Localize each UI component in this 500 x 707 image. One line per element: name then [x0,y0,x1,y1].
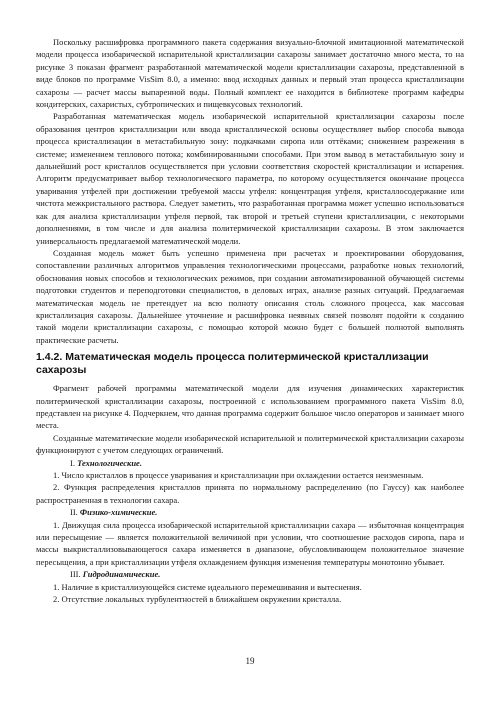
group-title: Гидродинамические. [82,569,161,580]
paragraph-intro-2: Разработанная математическая модель изобарической испарительной кристаллизации сахарозы после образования центров кристаллизации или ввода кристаллической основы осуществляет выбор способа вывода процесса кристаллизации в метастабильную зону: подкачками сиропа или оттёками; снижением разрежения в системе; изменением теплового потока; комбинированными способами. При этом вывод в метастабильную зону и дальнейший рост кристаллов осуществляется при условии соответствия скоростей кристаллизации и испарения. Алгоритм предусматривает выбор технологического параметра, по которому осуществляется окончание процесса уваривания утфелей при достижении требуемой массы утфеля: концентрация утфеля, кристаллосодержание или чистота межкристального раствора. Следует заметить, что разработанная программа может успешно использоваться как для анализа кристаллизации утфеля первой, так второй и третьей ступени кристаллизации, с некоторыми дополнениями, в том числе и для анализа политермической кристаллизации сахарозы. В этом заключается универсальность предлагаемой математической модели. [36,111,464,246]
list-item: 2. Функция распределения кристаллов принята по нормальному распределению (по Гауссу) как наиболее распространенная в технологии сахара. [36,482,464,505]
paragraph-section-2: Созданные математические модели изобарической испарительной и политермической кристаллизации сахарозы функционируют с учетом следующих ограничений. [36,432,464,456]
page-number: 19 [245,656,255,666]
list-item: 1. Число кристаллов в процессе уваривания и кристаллизации при охлаждении остается неизменным. [53,470,424,480]
paragraph-intro-1: Поскольку расшифровка программного пакета содержания визуально-блочной имитационной математической модели процесса изобарической испарительной кристаллизации сахарозы занимает достаточно много места, то на рисунке 3 показан фрагмент разработанной математической модели кристаллизации сахарозы, представленной в виде блоков по программе VisSim 8.0, а именно: ввод исходных данных и первый этап процесса кристаллизации сахарозы — расчет массы выпаренной воды. Полный комплект ее находится в библиотеке программ кафедры кондитерских, сахаристых, субтропических и пищевкусовых технологий. [36,37,464,110]
group-numeral: III. [70,569,81,580]
section-heading: 1.4.2. Математическая модель процесса политермической кристаллизации сахарозы [36,351,429,377]
list-item: 2. Отсутствие локальных турбулентностей в ближайшем окружении кристалла. [53,594,342,605]
paragraph-intro-3: Созданная модель может быть успешно применена при расчетах и проектировании оборудования, сопоставлении различных алгоритмов управления технологическими процессами, разработке новых технологий, обоснования новых способов и технологических режимов, при создании автоматизированной обучающей системы подготовки студентов и переподготовки специалистов, в деловых играх, анализе разных ситуаций. Предлагаемая математическая модель не претендует на всю полноту описания столь сложного процесса, как массовая кристаллизация сахарозы. Дальнейшее уточнение и расшифровка неявных связей позволят подойти к созданию такой модели кристаллизации сахарозы, с помощью которой можно будет с большей полнотой выполнять практические расчеты. [36,247,464,345]
group-title: Физико-химические. [79,507,158,518]
group-title: Технологические. [77,457,142,468]
paragraph-section-1: Фрагмент рабочей программы математической модели для изучения динамических характеристик политермической кристаллизации сахарозы, построенной с использованием программного пакета VisSim 8.0, представлен на рисунке 4. Подчеркнем, что данная программа содержит большое число операторов и занимает много места. [36,383,464,431]
group-numeral: I. [70,457,75,468]
list-item: 1. Движущая сила процесса изобарической испарительной кристаллизации сахара — избыточная концентрация или пересыщение — является положительной величиной при условии, что соотношение расходов сиропа, пара и массы выкристаллизовывающегося сахара изменяется в диапазоне, обусловливающем положительное значение пересыщения, а при кристаллизации утфеля охлаждением функция изменения температуры монотонно убывает. [36,519,464,567]
group-heading-physicochemical [36,506,464,518]
list-item: 1. Наличие в кристаллизующейся системе идеального перемешивания и вытеснения. [53,581,362,592]
group-heading-technological [36,457,464,469]
group-numeral: II. [70,507,78,518]
group-heading-hydrodynamic [36,568,464,580]
